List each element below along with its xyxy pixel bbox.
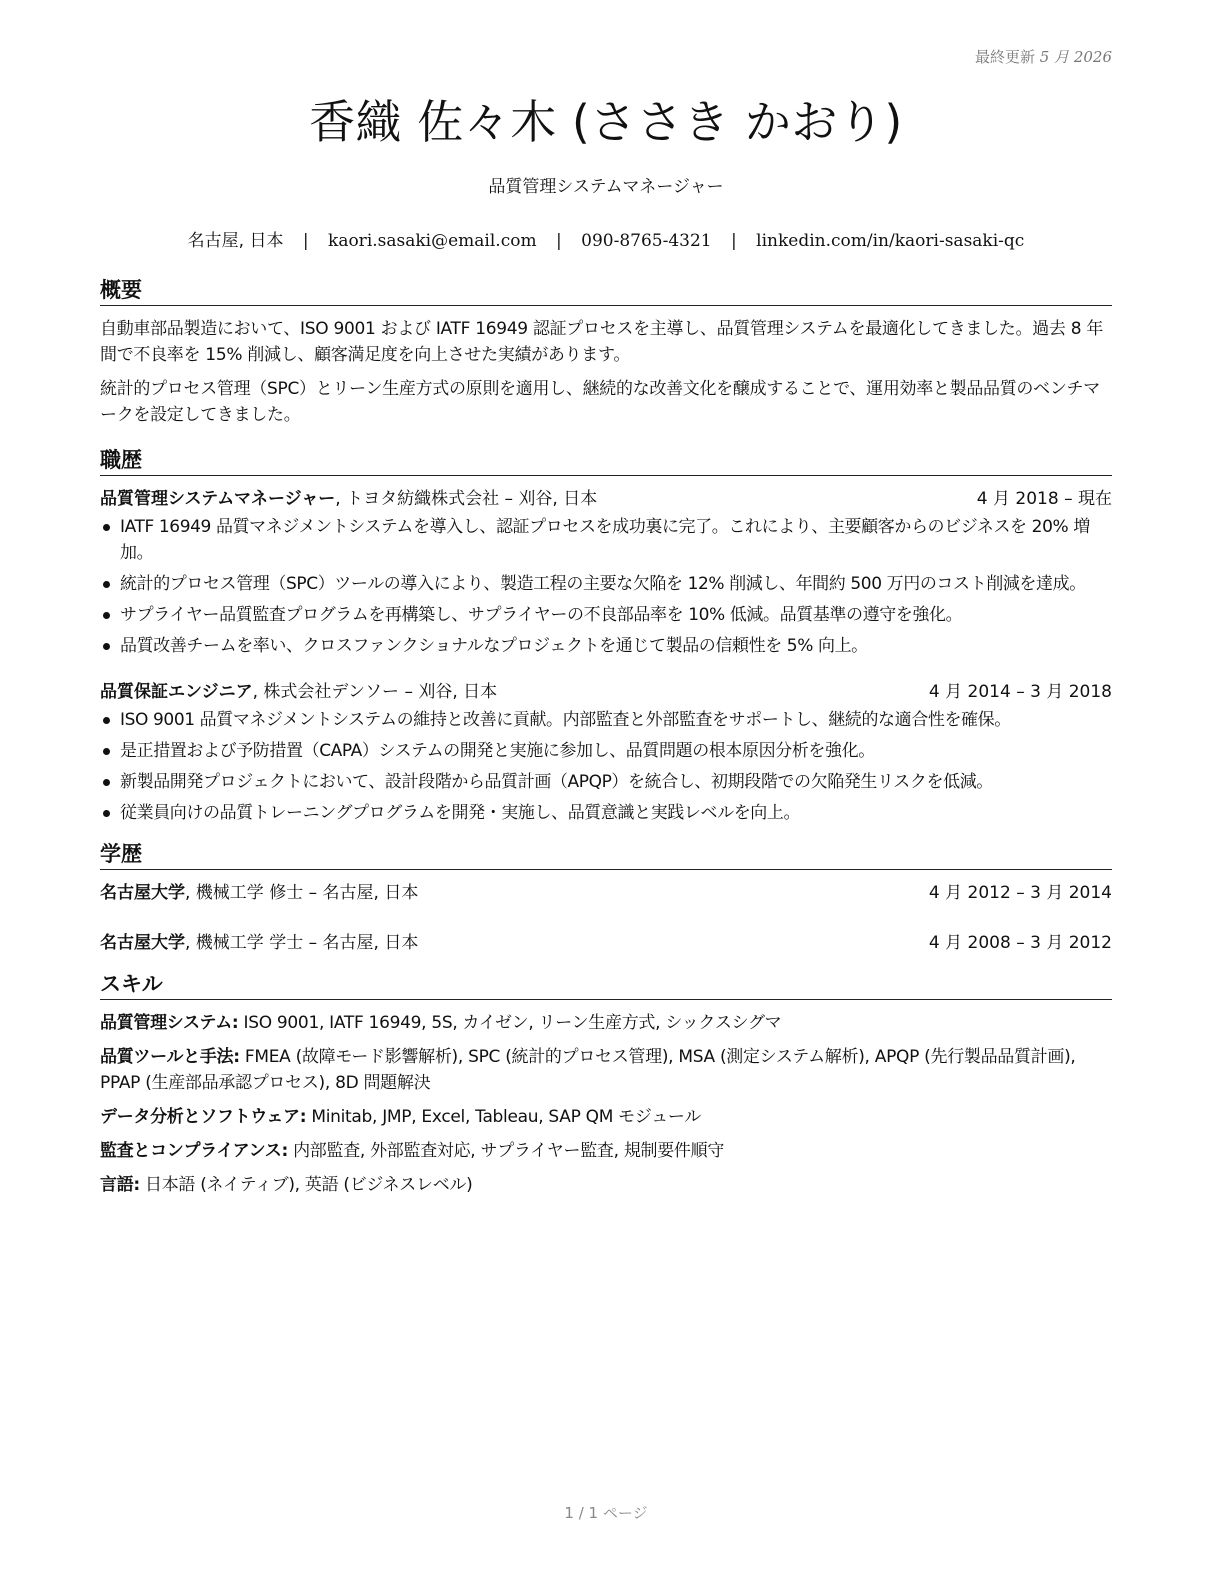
job-bullet: IATF 16949 品質マネジメントシステムを導入し、認証プロセスを成功裏に完了。これにより、主要顧客からのビジネスを 20% 増加。: [100, 514, 1112, 566]
job-org: , 株式会社デンソー – 刈谷, 日本: [252, 682, 498, 702]
section-title-summary: 概要: [100, 276, 1112, 306]
contact-separator: |: [556, 231, 562, 251]
job-bullet: 品質改善チームを率い、クロスファンクショナルなプロジェクトを通じて製品の信頼性を 5% 向上。: [100, 633, 1112, 659]
skill-label: 言語:: [100, 1175, 140, 1195]
education-dates: 4 月 2012 – 3 月 2014: [928, 883, 1112, 903]
education-detail: , 機械工学 学士 – 名古屋, 日本: [185, 933, 419, 953]
job-bullet: 新製品開発プロジェクトにおいて、設計段階から品質計画（APQP）を統合し、初期段階での欠陥発生リスクを低減。: [100, 769, 1112, 795]
page-number-footer: 1 / 1 ページ: [564, 1504, 648, 1522]
education-school: 名古屋大学: [100, 933, 185, 953]
job-entry: [100, 486, 1112, 659]
contact-email-link[interactable]: kaori.sasaki@email.com: [328, 231, 537, 251]
last-updated-date: 5 月 2026: [1039, 48, 1112, 66]
job-bullet: 是正措置および予防措置（CAPA）システムの開発と実施に参加し、品質問題の根本原因分析を強化。: [100, 738, 1112, 764]
education-entry: [100, 930, 1112, 956]
resume-page: [100, 0, 1112, 1584]
candidate-name: 香織 佐々木 (ささき かおり): [309, 95, 903, 149]
skill-value: 日本語 (ネイティブ), 英語 (ビジネスレベル): [139, 1175, 473, 1195]
contact-line: [100, 226, 1112, 251]
contact-phone: 090-8765-4321: [581, 231, 712, 251]
job-header: [100, 486, 1112, 512]
job-bullet: 統計的プロセス管理（SPC）ツールの導入により、製造工程の主要な欠陥を 12% 削減し、年間約 500 万円のコスト削減を達成。: [100, 571, 1112, 597]
education-detail: , 機械工学 修士 – 名古屋, 日本: [185, 883, 419, 903]
contact-linkedin-link[interactable]: linkedin.com/in/kaori-sasaki-qc: [756, 231, 1025, 251]
section-title-education: 学歴: [100, 840, 1112, 870]
candidate-headline: 品質管理システムマネージャー: [488, 177, 724, 197]
contact-location: 名古屋, 日本: [187, 231, 284, 251]
skill-label: 監査とコンプライアンス:: [100, 1141, 288, 1161]
job-org: , トヨタ紡織株式会社 – 刈谷, 日本: [335, 489, 598, 509]
job-dates: 4 月 2014 – 3 月 2018: [928, 682, 1112, 702]
skill-row: [100, 1010, 1112, 1036]
job-role: 品質管理システムマネージャー: [100, 489, 336, 509]
skill-label: 品質ツールと手法:: [100, 1047, 240, 1067]
section-title-skills: スキル: [100, 970, 1112, 1000]
contact-separator: |: [302, 231, 309, 251]
job-bullets: [100, 514, 1112, 659]
skill-value: 内部監査, 外部監査対応, サプライヤー監査, 規制要件順守: [288, 1141, 725, 1161]
skill-label: 品質管理システム:: [100, 1013, 239, 1033]
job-header: [100, 679, 1112, 705]
job-bullet: サプライヤー品質監査プログラムを再構築し、サプライヤーの不良部品率を 10% 低減。品質基準の遵守を強化。: [100, 602, 1112, 628]
last-updated-label: 最終更新: [974, 48, 1035, 66]
summary-paragraph: 統計的プロセス管理（SPC）とリーン生産方式の原則を適用し、継続的な改善文化を醸成することで、運用効率と製品品質のベンチマークを設定してきました。: [100, 379, 1100, 425]
job-bullet: 従業員向けの品質トレーニングプログラムを開発・実施し、品質意識と実践レベルを向上。: [100, 800, 1112, 826]
section-title-experience: 職歴: [100, 446, 1112, 476]
job-bullet: ISO 9001 品質マネジメントシステムの維持と改善に貢献。内部監査と外部監査をサポートし、継続的な適合性を確保。: [100, 707, 1112, 733]
job-bullets: [100, 707, 1112, 826]
education-dates: 4 月 2008 – 3 月 2012: [928, 933, 1112, 953]
job-dates: 4 月 2018 – 現在: [976, 489, 1112, 509]
skill-value: ISO 9001, IATF 16949, 5S, カイゼン, リーン生産方式, シックスシグマ: [238, 1013, 782, 1033]
contact-separator: |: [731, 231, 737, 251]
skill-row: [100, 1104, 1112, 1130]
skill-row: [100, 1044, 1112, 1096]
skill-value: FMEA (故障モード影響解析), SPC (統計的プロセス管理), MSA (測定システム解析), APQP (先行製品品質計画), PPAP (生産部品承認プロセス), 8D 問題解決: [100, 1047, 1076, 1093]
education-entry: [100, 880, 1112, 906]
skill-row: [100, 1138, 1112, 1164]
education-school: 名古屋大学: [100, 883, 185, 903]
skill-label: データ分析とソフトウェア:: [100, 1107, 307, 1127]
last-updated: [975, 46, 1112, 67]
job-entry: [100, 679, 1112, 826]
job-role: 品質保証エンジニア: [100, 682, 253, 702]
skill-row: [100, 1172, 1112, 1198]
resume-content: [100, 276, 1112, 1206]
summary-paragraph: 自動車部品製造において、ISO 9001 および IATF 16949 認証プロセスを主導し、品質管理システムを最適化してきました。過去 8 年間で不良率を 15% 削減し、顧客満足度を向上させた実績があります。: [100, 319, 1104, 365]
skill-value: Minitab, JMP, Excel, Tableau, SAP QM モジュール: [306, 1107, 701, 1127]
